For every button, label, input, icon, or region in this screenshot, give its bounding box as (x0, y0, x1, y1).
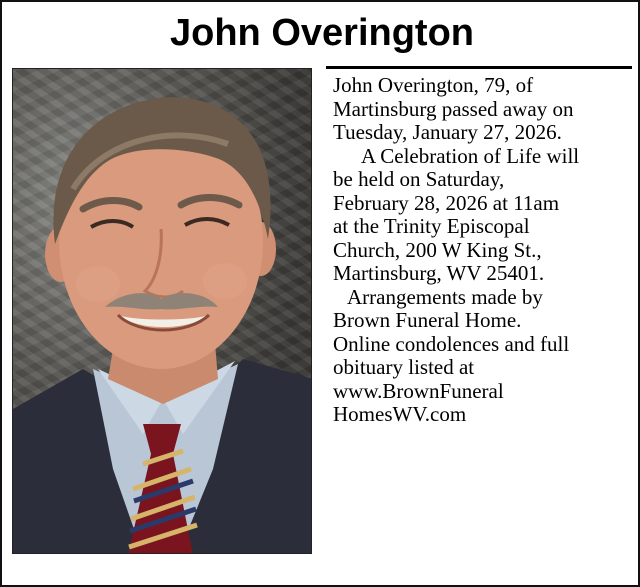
text-line: Martinsburg passed away on (333, 96, 574, 121)
text-line: Arrangements made by (347, 284, 543, 309)
paragraph-announcement (333, 74, 633, 145)
text-line: be held on Saturday, (333, 167, 505, 191)
text-line: A Celebration of Life will (361, 143, 580, 168)
text-line: obituary listed at (333, 355, 475, 379)
portrait-photo (12, 68, 312, 554)
text-line: John Overington, 79, of (333, 73, 534, 97)
website-line: HomesWV.com (333, 402, 467, 426)
deceased-name: John Overington (170, 12, 474, 54)
portrait-illustration (13, 69, 312, 554)
website-line: www.BrownFuneral (333, 378, 504, 403)
paragraph-arrangements (333, 286, 633, 427)
text-line: Brown Funeral Home. (333, 308, 522, 332)
column-rule (326, 66, 632, 69)
obituary-text (333, 74, 633, 427)
text-line: Church, 200 W King St., (333, 237, 542, 262)
text-line: Martinsburg, WV 25401. (333, 261, 545, 285)
text-line: at the Trinity Episcopal (333, 214, 530, 238)
text-line: February 28, 2026 at 11am (333, 190, 560, 215)
paragraph-celebration (333, 145, 633, 286)
text-line: Online condolences and full (333, 331, 570, 356)
text-line: Tuesday, January 27, 2026. (333, 120, 562, 144)
